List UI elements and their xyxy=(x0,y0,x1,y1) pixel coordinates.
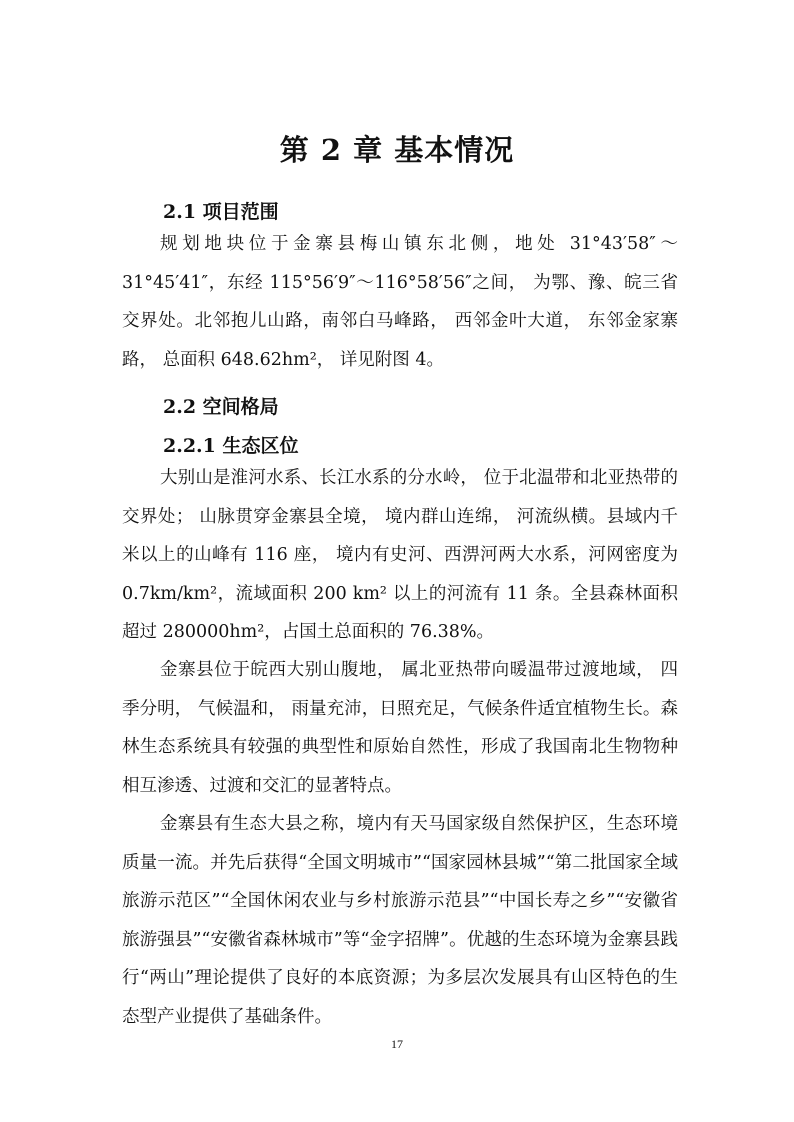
section-heading-2-1: 2.1 项目范围 xyxy=(163,201,279,223)
chapter-title: 第 2 章 基本情况 xyxy=(279,133,515,167)
section-heading-2-2: 2.2 空间格局 xyxy=(163,396,279,418)
paragraph-project-scope: 规划地块位于金寨县梅山镇东北侧，地处 31°43′58″～31°45′41″，东经 115°56′9″～116°58′56″之间， 为鄂、豫、皖三省交界处。北邻抱儿山路，南邻白马峰路， 西邻金叶大道， 东邻金家寨路， 总面积 648.62hm²， 详见附图 4。 xyxy=(122,234,678,370)
section-heading-2-2-1: 2.2.1 生态区位 xyxy=(163,435,299,457)
paragraph-ecological-location-2: 金寨县位于皖西大别山腹地， 属北亚热带向暖温带过渡地域， 四季分明， 气候温和， 雨量充沛，日照充足，气候条件适宜植物生长。森林生态系统具有较强的典型性和原始自然性，形成了我国南北生物物种相互渗透、过渡和交汇的显著特点。 xyxy=(122,660,678,796)
paragraph-ecological-location-3: 金寨县有生态大县之称，境内有天马国家级自然保护区，生态环境质量一流。并先后获得“全国文明城市”“国家园林县城”“第二批国家全域旅游示范区”“全国休闲农业与乡村旅游示范县”“中国长寿之乡”“安徽省旅游强县”“安徽省森林城市”等“金字招牌”。优越的生态环境为金寨县践行“两山”理论提供了良好的本底资源；为多层次发展具有山区特色的生态型产业提供了基础条件。 xyxy=(122,814,678,1027)
page-number: 17 xyxy=(391,1037,403,1051)
paragraph-ecological-location-1: 大别山是淮河水系、长江水系的分水岭， 位于北温带和北亚热带的交界处； 山脉贯穿金寨县全境， 境内群山连绵， 河流纵横。县域内千米以上的山峰有 116 座， 境内有史河、西淠河两大水系，河网密度为 0.7km/km²，流域面积 200 km² 以上的河流有 11 条。全县森林面积超过 280000hm²，占国土总面积的 76.38%。 xyxy=(122,468,678,643)
